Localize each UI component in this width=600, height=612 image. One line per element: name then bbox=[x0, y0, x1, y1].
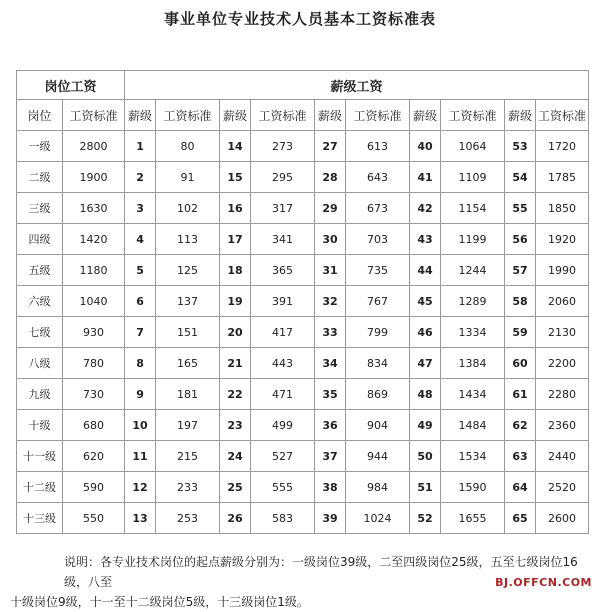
grade-wage-cell: 2440 bbox=[536, 441, 589, 472]
page-title: 事业单位专业技术人员基本工资标准表 bbox=[163, 10, 436, 28]
grade-wage-cell: 904 bbox=[346, 410, 410, 441]
post-wage-cell: 930 bbox=[63, 317, 125, 348]
grade-number-cell: 53 bbox=[505, 131, 536, 162]
grade-number-cell: 29 bbox=[315, 193, 346, 224]
grade-number-cell: 30 bbox=[315, 224, 346, 255]
table-row bbox=[17, 193, 589, 224]
grade-number-cell: 40 bbox=[410, 131, 441, 162]
grade-number-cell: 15 bbox=[220, 162, 251, 193]
grade-number-cell: 49 bbox=[410, 410, 441, 441]
grade-wage-cell: 984 bbox=[346, 472, 410, 503]
col-header-grade: 薪级 bbox=[505, 100, 536, 131]
grade-number-cell: 14 bbox=[220, 131, 251, 162]
grade-number-cell: 21 bbox=[220, 348, 251, 379]
col-header-standard: 工资标准 bbox=[156, 100, 220, 131]
table-row bbox=[17, 317, 589, 348]
grade-wage-cell: 673 bbox=[346, 193, 410, 224]
grade-number-cell: 32 bbox=[315, 286, 346, 317]
post-wage-cell: 1900 bbox=[63, 162, 125, 193]
grade-number-cell: 47 bbox=[410, 348, 441, 379]
post-level-cell: 七级 bbox=[17, 317, 63, 348]
grade-wage-cell: 799 bbox=[346, 317, 410, 348]
grade-number-cell: 1 bbox=[125, 131, 156, 162]
grade-wage-cell: 1534 bbox=[441, 441, 505, 472]
table-row bbox=[17, 131, 589, 162]
grade-number-cell: 57 bbox=[505, 255, 536, 286]
post-wage-cell: 1180 bbox=[63, 255, 125, 286]
grade-number-cell: 16 bbox=[220, 193, 251, 224]
grade-wage-cell: 443 bbox=[251, 348, 315, 379]
grade-wage-cell: 1850 bbox=[536, 193, 589, 224]
post-wage-cell: 550 bbox=[63, 503, 125, 534]
post-level-cell: 十级 bbox=[17, 410, 63, 441]
grade-number-cell: 60 bbox=[505, 348, 536, 379]
grade-number-cell: 10 bbox=[125, 410, 156, 441]
table-row bbox=[17, 348, 589, 379]
grade-number-cell: 18 bbox=[220, 255, 251, 286]
grade-wage-cell: 1334 bbox=[441, 317, 505, 348]
footnote-line-1: 说明：各专业技术岗位的起点薪级分别为：一级岗位39级，二至四级岗位25级，五至七级岗位16级，八至 bbox=[64, 555, 578, 589]
grade-wage-cell: 2360 bbox=[536, 410, 589, 441]
post-level-cell: 九级 bbox=[17, 379, 63, 410]
grade-wage-cell: 80 bbox=[156, 131, 220, 162]
grade-number-cell: 42 bbox=[410, 193, 441, 224]
grade-number-cell: 8 bbox=[125, 348, 156, 379]
grade-number-cell: 52 bbox=[410, 503, 441, 534]
grade-wage-cell: 91 bbox=[156, 162, 220, 193]
grade-wage-cell: 1384 bbox=[441, 348, 505, 379]
post-level-cell: 八级 bbox=[17, 348, 63, 379]
grade-wage-cell: 125 bbox=[156, 255, 220, 286]
col-header-grade: 薪级 bbox=[315, 100, 346, 131]
grade-wage-cell: 834 bbox=[346, 348, 410, 379]
grade-number-cell: 20 bbox=[220, 317, 251, 348]
grade-number-cell: 37 bbox=[315, 441, 346, 472]
grade-wage-cell: 365 bbox=[251, 255, 315, 286]
post-level-cell: 五级 bbox=[17, 255, 63, 286]
grade-number-cell: 3 bbox=[125, 193, 156, 224]
post-wage-cell: 1630 bbox=[63, 193, 125, 224]
grade-number-cell: 46 bbox=[410, 317, 441, 348]
grade-wage-cell: 735 bbox=[346, 255, 410, 286]
col-header-standard: 工资标准 bbox=[63, 100, 125, 131]
grade-number-cell: 7 bbox=[125, 317, 156, 348]
grade-number-cell: 2 bbox=[125, 162, 156, 193]
grade-number-cell: 35 bbox=[315, 379, 346, 410]
post-level-cell: 三级 bbox=[17, 193, 63, 224]
grade-wage-cell: 137 bbox=[156, 286, 220, 317]
grade-number-cell: 43 bbox=[410, 224, 441, 255]
grade-number-cell: 36 bbox=[315, 410, 346, 441]
grade-number-cell: 34 bbox=[315, 348, 346, 379]
grade-wage-cell: 273 bbox=[251, 131, 315, 162]
grade-wage-cell: 317 bbox=[251, 193, 315, 224]
watermark-logo: BJ.OFFCN.COM bbox=[495, 576, 592, 589]
grade-wage-cell: 391 bbox=[251, 286, 315, 317]
post-wage-cell: 2800 bbox=[63, 131, 125, 162]
grade-wage-cell: 555 bbox=[251, 472, 315, 503]
grade-wage-cell: 2200 bbox=[536, 348, 589, 379]
grade-wage-cell: 341 bbox=[251, 224, 315, 255]
grade-wage-cell: 2060 bbox=[536, 286, 589, 317]
table-row bbox=[17, 410, 589, 441]
post-wage-cell: 1420 bbox=[63, 224, 125, 255]
table-row bbox=[17, 441, 589, 472]
grade-number-cell: 33 bbox=[315, 317, 346, 348]
grade-wage-cell: 233 bbox=[156, 472, 220, 503]
grade-number-cell: 41 bbox=[410, 162, 441, 193]
col-header-standard: 工资标准 bbox=[251, 100, 315, 131]
grade-wage-cell: 1655 bbox=[441, 503, 505, 534]
table-row bbox=[17, 162, 589, 193]
grade-number-cell: 63 bbox=[505, 441, 536, 472]
grade-number-cell: 56 bbox=[505, 224, 536, 255]
header-row-top bbox=[17, 71, 589, 100]
grade-wage-cell: 1590 bbox=[441, 472, 505, 503]
grade-wage-cell: 2520 bbox=[536, 472, 589, 503]
grade-number-cell: 51 bbox=[410, 472, 441, 503]
grade-wage-cell: 527 bbox=[251, 441, 315, 472]
grade-wage-cell: 767 bbox=[346, 286, 410, 317]
grade-number-cell: 12 bbox=[125, 472, 156, 503]
col-header-standard: 工资标准 bbox=[346, 100, 410, 131]
grade-number-cell: 62 bbox=[505, 410, 536, 441]
grade-number-cell: 9 bbox=[125, 379, 156, 410]
grade-wage-cell: 1785 bbox=[536, 162, 589, 193]
post-level-cell: 四级 bbox=[17, 224, 63, 255]
grade-number-cell: 23 bbox=[220, 410, 251, 441]
grade-number-cell: 38 bbox=[315, 472, 346, 503]
grade-wage-cell: 181 bbox=[156, 379, 220, 410]
grade-number-cell: 31 bbox=[315, 255, 346, 286]
grade-number-cell: 27 bbox=[315, 131, 346, 162]
grade-number-cell: 5 bbox=[125, 255, 156, 286]
grade-number-cell: 58 bbox=[505, 286, 536, 317]
grade-wage-cell: 1990 bbox=[536, 255, 589, 286]
grade-number-cell: 61 bbox=[505, 379, 536, 410]
grade-wage-cell: 1244 bbox=[441, 255, 505, 286]
grade-wage-cell: 2130 bbox=[536, 317, 589, 348]
grade-number-cell: 4 bbox=[125, 224, 156, 255]
grade-number-cell: 6 bbox=[125, 286, 156, 317]
grade-wage-cell: 1289 bbox=[441, 286, 505, 317]
grade-wage-cell: 1064 bbox=[441, 131, 505, 162]
post-level-cell: 十一级 bbox=[17, 441, 63, 472]
grade-wage-cell: 1154 bbox=[441, 193, 505, 224]
grade-number-cell: 65 bbox=[505, 503, 536, 534]
grade-number-cell: 44 bbox=[410, 255, 441, 286]
grade-wage-cell: 113 bbox=[156, 224, 220, 255]
grade-number-cell: 28 bbox=[315, 162, 346, 193]
grade-wage-cell: 2600 bbox=[536, 503, 589, 534]
grade-number-cell: 19 bbox=[220, 286, 251, 317]
grade-wage-cell: 643 bbox=[346, 162, 410, 193]
grade-wage-cell: 703 bbox=[346, 224, 410, 255]
table-row bbox=[17, 286, 589, 317]
col-header-grade: 薪级 bbox=[410, 100, 441, 131]
grade-wage-cell: 613 bbox=[346, 131, 410, 162]
table-row bbox=[17, 224, 589, 255]
grade-number-cell: 26 bbox=[220, 503, 251, 534]
grade-wage-cell: 1024 bbox=[346, 503, 410, 534]
post-wage-cell: 620 bbox=[63, 441, 125, 472]
post-wage-cell: 590 bbox=[63, 472, 125, 503]
grade-wage-cell: 102 bbox=[156, 193, 220, 224]
post-wage-cell: 1040 bbox=[63, 286, 125, 317]
table-row bbox=[17, 503, 589, 534]
grade-number-cell: 50 bbox=[410, 441, 441, 472]
post-level-cell: 十二级 bbox=[17, 472, 63, 503]
table-row bbox=[17, 255, 589, 286]
grade-number-cell: 45 bbox=[410, 286, 441, 317]
col-header-grade: 薪级 bbox=[220, 100, 251, 131]
col-header-standard: 工资标准 bbox=[441, 100, 505, 131]
post-level-cell: 十三级 bbox=[17, 503, 63, 534]
grade-number-cell: 13 bbox=[125, 503, 156, 534]
grade-wage-cell: 151 bbox=[156, 317, 220, 348]
grade-number-cell: 22 bbox=[220, 379, 251, 410]
grade-number-cell: 24 bbox=[220, 441, 251, 472]
grade-wage-cell: 499 bbox=[251, 410, 315, 441]
post-level-cell: 二级 bbox=[17, 162, 63, 193]
grade-wage-cell: 215 bbox=[156, 441, 220, 472]
table-row bbox=[17, 379, 589, 410]
table-row bbox=[17, 472, 589, 503]
grade-wage-cell: 471 bbox=[251, 379, 315, 410]
grade-wage-cell: 1434 bbox=[441, 379, 505, 410]
grade-wage-cell: 253 bbox=[156, 503, 220, 534]
grade-wage-cell: 583 bbox=[251, 503, 315, 534]
grade-wage-cell: 1484 bbox=[441, 410, 505, 441]
post-level-cell: 六级 bbox=[17, 286, 63, 317]
grade-wage-cell: 1920 bbox=[536, 224, 589, 255]
grade-wage-cell: 417 bbox=[251, 317, 315, 348]
grade-number-cell: 25 bbox=[220, 472, 251, 503]
post-wage-header: 岗位工资 bbox=[17, 71, 125, 100]
grade-number-cell: 39 bbox=[315, 503, 346, 534]
col-header-grade: 薪级 bbox=[125, 100, 156, 131]
grade-number-cell: 55 bbox=[505, 193, 536, 224]
post-wage-cell: 680 bbox=[63, 410, 125, 441]
post-wage-cell: 730 bbox=[63, 379, 125, 410]
grade-number-cell: 11 bbox=[125, 441, 156, 472]
grade-wage-cell: 944 bbox=[346, 441, 410, 472]
grade-wage-cell: 869 bbox=[346, 379, 410, 410]
footnote-line-2: 十级岗位9级，十一至十二级岗位5级，十三级岗位1级。 bbox=[10, 595, 309, 609]
post-wage-cell: 780 bbox=[63, 348, 125, 379]
grade-wage-cell: 295 bbox=[251, 162, 315, 193]
col-header-standard: 工资标准 bbox=[536, 100, 589, 131]
grade-number-cell: 59 bbox=[505, 317, 536, 348]
grade-wage-cell: 1109 bbox=[441, 162, 505, 193]
wage-table bbox=[16, 70, 589, 534]
grade-wage-cell: 2280 bbox=[536, 379, 589, 410]
grade-number-cell: 17 bbox=[220, 224, 251, 255]
grade-wage-cell: 1720 bbox=[536, 131, 589, 162]
col-header-post: 岗位 bbox=[17, 100, 63, 131]
grade-wage-header: 薪级工资 bbox=[125, 71, 589, 100]
grade-wage-cell: 197 bbox=[156, 410, 220, 441]
grade-wage-cell: 1199 bbox=[441, 224, 505, 255]
grade-number-cell: 64 bbox=[505, 472, 536, 503]
grade-wage-cell: 165 bbox=[156, 348, 220, 379]
grade-number-cell: 54 bbox=[505, 162, 536, 193]
post-level-cell: 一级 bbox=[17, 131, 63, 162]
header-row-sub bbox=[17, 100, 589, 131]
grade-number-cell: 48 bbox=[410, 379, 441, 410]
